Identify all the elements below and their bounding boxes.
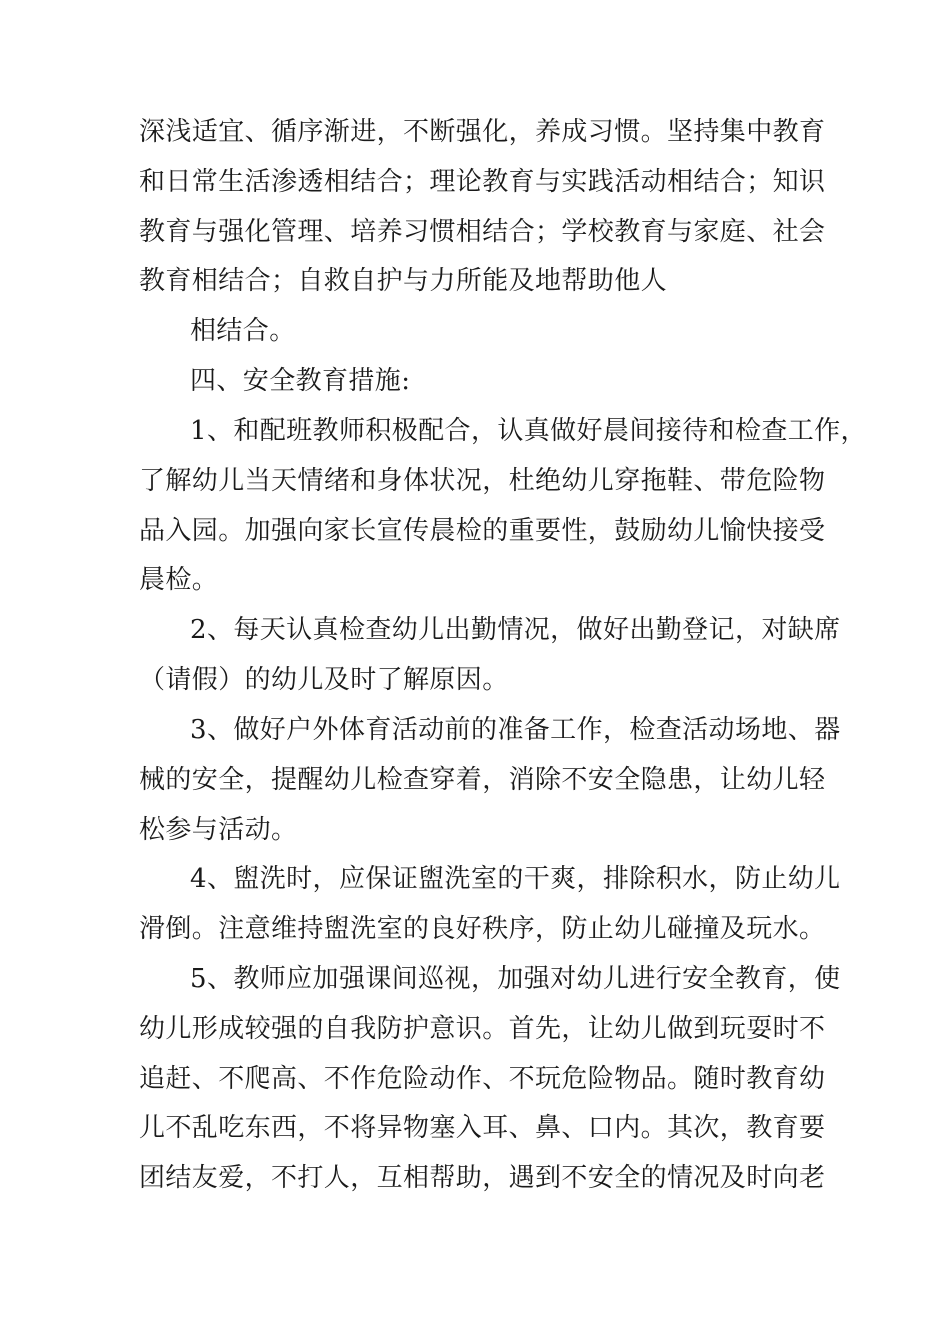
text-line: 相结合。 <box>190 316 296 346</box>
text-line: 4、盥洗时，应保证盥洗室的干爽，排除积水，防止幼儿 <box>190 864 841 894</box>
text-line: 了解幼儿当天情绪和身体状况，杜绝幼儿穿拖鞋、带危险物 <box>139 466 826 496</box>
text-line: 深浅适宜、循序渐进，不断强化，养成习惯。坚持集中教育 <box>139 117 826 147</box>
text-line: 教育相结合；自救自护与力所能及地帮助他人 <box>139 266 668 296</box>
text-line: 团结友爱，不打人，互相帮助，遇到不安全的情况及时向老 <box>139 1163 826 1193</box>
text-line: 5、教师应加强课间巡视，加强对幼儿进行安全教育，使 <box>190 964 841 994</box>
text-line: 械的安全，提醒幼儿检查穿着，消除不安全隐患，让幼儿轻 <box>139 765 826 795</box>
text-line: 品入园。加强向家长宣传晨检的重要性，鼓励幼儿愉快接受 <box>139 516 826 546</box>
text-line: 幼儿形成较强的自我防护意识。首先，让幼儿做到玩耍时不 <box>139 1014 826 1044</box>
text-line: （请假）的幼儿及时了解原因。 <box>139 665 509 695</box>
text-line: 2、每天认真检查幼儿出勤情况，做好出勤登记，对缺席 <box>190 615 841 645</box>
text-line: 滑倒。注意维持盥洗室的良好秩序，防止幼儿碰撞及玩水。 <box>139 914 826 944</box>
text-line: 3、做好户外体育活动前的准备工作，检查活动场地、器 <box>190 715 841 745</box>
text-line: 松参与活动。 <box>139 815 298 845</box>
text-line: 追赶、不爬高、不作危险动作、不玩危险物品。随时教育幼 <box>139 1064 826 1094</box>
text-line: 1、和配班教师积极配合，认真做好晨间接待和检查工作， <box>190 416 867 446</box>
text-line: 和日常生活渗透相结合；理论教育与实践活动相结合；知识 <box>139 167 826 197</box>
text-line: 教育与强化管理、培养习惯相结合；学校教育与家庭、社会 <box>139 217 826 247</box>
text-line: 晨检。 <box>139 565 219 595</box>
text-line: 儿不乱吃东西，不将异物塞入耳、鼻、口内。其次，教育要 <box>139 1113 826 1143</box>
section-heading: 四、安全教育措施: <box>190 366 411 396</box>
